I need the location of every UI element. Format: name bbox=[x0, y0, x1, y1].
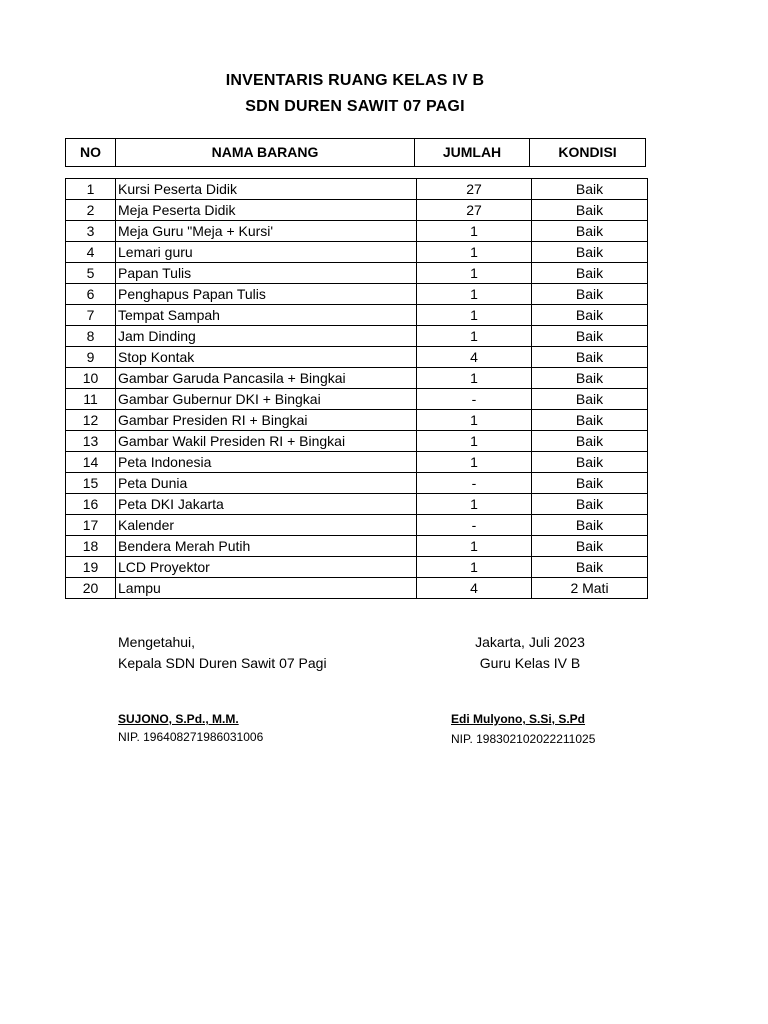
cell-nama-barang: Tempat Sampah bbox=[116, 305, 417, 326]
table-row bbox=[66, 179, 648, 200]
table-row bbox=[66, 242, 648, 263]
table-row bbox=[66, 410, 648, 431]
cell-nama-barang: Gambar Gubernur DKI + Bingkai bbox=[116, 389, 417, 410]
cell-kondisi: Baik bbox=[532, 284, 648, 305]
table-header bbox=[65, 138, 646, 167]
cell-kondisi: Baik bbox=[532, 221, 648, 242]
left-position: Kepala SDN Duren Sawit 07 Pagi bbox=[118, 655, 327, 671]
table-row bbox=[66, 431, 648, 452]
cell-no: 4 bbox=[66, 242, 116, 263]
cell-jumlah: 27 bbox=[417, 200, 532, 221]
cell-no: 5 bbox=[66, 263, 116, 284]
cell-no: 7 bbox=[66, 305, 116, 326]
cell-jumlah: 4 bbox=[417, 578, 532, 599]
inventory-table bbox=[65, 178, 648, 599]
cell-no: 3 bbox=[66, 221, 116, 242]
cell-jumlah: - bbox=[417, 473, 532, 494]
cell-jumlah: 1 bbox=[417, 284, 532, 305]
cell-no: 20 bbox=[66, 578, 116, 599]
cell-jumlah: 1 bbox=[417, 557, 532, 578]
table-row bbox=[66, 326, 648, 347]
cell-no: 1 bbox=[66, 179, 116, 200]
cell-jumlah: 27 bbox=[417, 179, 532, 200]
cell-no: 13 bbox=[66, 431, 116, 452]
cell-kondisi: Baik bbox=[532, 452, 648, 473]
cell-jumlah: 1 bbox=[417, 242, 532, 263]
table-row bbox=[66, 578, 648, 599]
cell-no: 8 bbox=[66, 326, 116, 347]
cell-kondisi: 2 Mati bbox=[532, 578, 648, 599]
cell-nama-barang: Bendera Merah Putih bbox=[116, 536, 417, 557]
table-row bbox=[66, 515, 648, 536]
column-header-kondisi: KONDISI bbox=[530, 139, 646, 167]
cell-jumlah: 1 bbox=[417, 410, 532, 431]
document-subtitle: SDN DUREN SAWIT 07 PAGI bbox=[245, 98, 465, 115]
cell-nama-barang: Gambar Presiden RI + Bingkai bbox=[116, 410, 417, 431]
cell-kondisi: Baik bbox=[532, 242, 648, 263]
cell-kondisi: Baik bbox=[532, 305, 648, 326]
cell-no: 6 bbox=[66, 284, 116, 305]
cell-nama-barang: Peta Dunia bbox=[116, 473, 417, 494]
column-header-no: NO bbox=[66, 139, 116, 167]
right-signatory-name: Edi Mulyono, S.Si, S.Pd bbox=[451, 712, 586, 726]
cell-no: 10 bbox=[66, 368, 116, 389]
table-row bbox=[66, 494, 648, 515]
cell-nama-barang: Gambar Wakil Presiden RI + Bingkai bbox=[116, 431, 417, 452]
cell-kondisi: Baik bbox=[532, 494, 648, 515]
cell-no: 11 bbox=[66, 389, 116, 410]
cell-no: 17 bbox=[66, 515, 116, 536]
cell-nama-barang: Meja Peserta Didik bbox=[116, 200, 417, 221]
cell-nama-barang: LCD Proyektor bbox=[116, 557, 417, 578]
cell-kondisi: Baik bbox=[532, 431, 648, 452]
cell-no: 16 bbox=[66, 494, 116, 515]
cell-kondisi: Baik bbox=[532, 368, 648, 389]
cell-kondisi: Baik bbox=[532, 200, 648, 221]
cell-jumlah: 1 bbox=[417, 263, 532, 284]
cell-no: 2 bbox=[66, 200, 116, 221]
cell-jumlah: 1 bbox=[417, 221, 532, 242]
table-row bbox=[66, 473, 648, 494]
cell-no: 15 bbox=[66, 473, 116, 494]
table-row bbox=[66, 389, 648, 410]
table-row bbox=[66, 347, 648, 368]
cell-no: 12 bbox=[66, 410, 116, 431]
cell-jumlah: 1 bbox=[417, 431, 532, 452]
column-header-jumlah: JUMLAH bbox=[415, 139, 530, 167]
right-signatory-nip: NIP. 198302102022211025 bbox=[451, 732, 596, 746]
cell-kondisi: Baik bbox=[532, 515, 648, 536]
left-greeting: Mengetahui, bbox=[118, 634, 196, 650]
cell-nama-barang: Peta Indonesia bbox=[116, 452, 417, 473]
cell-no: 19 bbox=[66, 557, 116, 578]
cell-no: 14 bbox=[66, 452, 116, 473]
cell-jumlah: - bbox=[417, 515, 532, 536]
cell-nama-barang: Kalender bbox=[116, 515, 417, 536]
cell-jumlah: 1 bbox=[417, 326, 532, 347]
table-row bbox=[66, 452, 648, 473]
cell-nama-barang: Kursi Peserta Didik bbox=[116, 179, 417, 200]
cell-jumlah: 1 bbox=[417, 494, 532, 515]
cell-kondisi: Baik bbox=[532, 326, 648, 347]
cell-kondisi: Baik bbox=[532, 536, 648, 557]
cell-nama-barang: Meja Guru "Meja + Kursi' bbox=[116, 221, 417, 242]
table-row bbox=[66, 557, 648, 578]
cell-kondisi: Baik bbox=[532, 347, 648, 368]
left-signatory-name: SUJONO, S.Pd., M.M. bbox=[118, 712, 239, 726]
table-row bbox=[66, 263, 648, 284]
cell-jumlah: 1 bbox=[417, 536, 532, 557]
cell-nama-barang: Stop Kontak bbox=[116, 347, 417, 368]
table-row bbox=[66, 536, 648, 557]
cell-nama-barang: Penghapus Papan Tulis bbox=[116, 284, 417, 305]
right-place-date: Jakarta, Juli 2023 bbox=[475, 634, 585, 650]
cell-jumlah: 1 bbox=[417, 452, 532, 473]
table-row bbox=[66, 305, 648, 326]
left-signatory-nip: NIP. 196408271986031006 bbox=[118, 730, 264, 744]
cell-jumlah: 1 bbox=[417, 368, 532, 389]
cell-kondisi: Baik bbox=[532, 410, 648, 431]
cell-jumlah: 1 bbox=[417, 305, 532, 326]
table-row bbox=[66, 221, 648, 242]
table-row bbox=[66, 368, 648, 389]
cell-no: 18 bbox=[66, 536, 116, 557]
document-title: INVENTARIS RUANG KELAS IV B bbox=[225, 72, 485, 89]
table-row bbox=[66, 284, 648, 305]
cell-kondisi: Baik bbox=[532, 179, 648, 200]
right-position: Guru Kelas IV B bbox=[479, 655, 581, 671]
cell-nama-barang: Gambar Garuda Pancasila + Bingkai bbox=[116, 368, 417, 389]
cell-nama-barang: Peta DKI Jakarta bbox=[116, 494, 417, 515]
cell-nama-barang: Lemari guru bbox=[116, 242, 417, 263]
table-row bbox=[66, 200, 648, 221]
cell-kondisi: Baik bbox=[532, 557, 648, 578]
cell-nama-barang: Papan Tulis bbox=[116, 263, 417, 284]
cell-jumlah: 4 bbox=[417, 347, 532, 368]
column-header-nama-barang: NAMA BARANG bbox=[116, 139, 415, 167]
cell-nama-barang: Lampu bbox=[116, 578, 417, 599]
cell-jumlah: - bbox=[417, 389, 532, 410]
cell-no: 9 bbox=[66, 347, 116, 368]
cell-nama-barang: Jam Dinding bbox=[116, 326, 417, 347]
cell-kondisi: Baik bbox=[532, 473, 648, 494]
cell-kondisi: Baik bbox=[532, 389, 648, 410]
cell-kondisi: Baik bbox=[532, 263, 648, 284]
